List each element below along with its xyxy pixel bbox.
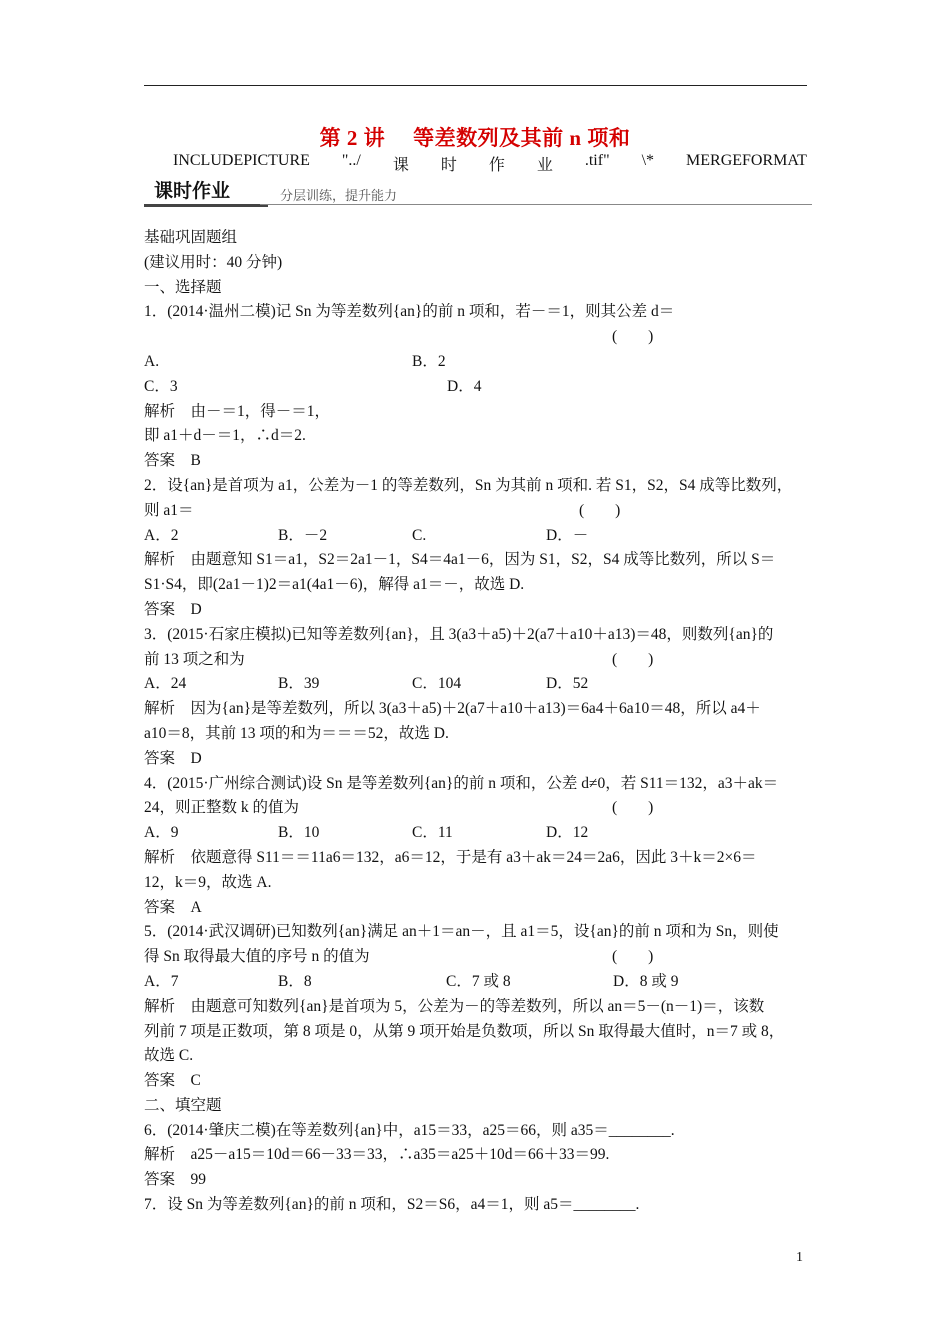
banner-rule <box>260 204 812 205</box>
question-stem <box>144 499 809 524</box>
page-number: 1 <box>796 1250 803 1265</box>
option-d: D．－ <box>546 526 589 544</box>
include-token: "../ <box>341 152 361 169</box>
include-token: .tif" <box>584 152 610 169</box>
include-picture-field <box>173 152 807 175</box>
option-b: B．39 <box>278 675 320 693</box>
option-c: C．11 <box>412 824 453 842</box>
question-stem-text: 得 Sn 取得最大值的序号 n 的值为 <box>144 948 370 966</box>
answer-line: 答案 D <box>144 600 202 618</box>
answer-line: 答案 99 <box>144 1171 207 1189</box>
include-token: \* <box>641 152 655 169</box>
answer-line: 答案 A <box>144 898 202 916</box>
lecture-number: 第 2 讲 <box>319 126 386 150</box>
page-title <box>0 122 950 152</box>
option-b: B．10 <box>278 824 320 842</box>
option-c: C．3 <box>144 377 178 395</box>
answer-line: 答案 C <box>144 1072 201 1090</box>
solution-line: 12，k＝9，故选 A. <box>144 873 272 891</box>
question-stem: 1．(2014·温州二模)记 Sn 为等差数列{an}的前 n 项和，若－＝1，则其公差 d＝ <box>144 303 675 321</box>
solution-line: 解析 依题意得 S11＝＝11a6＝132，a6＝12，于是有 a3＋ak＝24＝2a6，因此 3＋k＝2×6＝ <box>144 848 757 866</box>
answer-bracket-line <box>144 325 809 350</box>
option-c: C. <box>412 526 427 544</box>
section-heading: 一、选择题 <box>144 278 222 296</box>
option-d: D．12 <box>546 824 589 842</box>
question-stem-text: 24，则正整数 k 的值为 <box>144 799 300 817</box>
question-stem: 5．(2014·武汉调研)已知数列{an}满足 an＋1＝an－，且 a1＝5，设{an}的前 n 项和为 Sn，则使 <box>144 923 779 941</box>
solution-line: a10＝8，其前 13 项的和为＝＝＝52，故选 D. <box>144 724 449 742</box>
header-rule <box>144 85 807 86</box>
option-a: A．2 <box>144 526 179 544</box>
options-row <box>144 672 809 697</box>
question-stem <box>144 648 809 673</box>
option-b: B．2 <box>412 352 446 370</box>
options-row <box>144 821 809 846</box>
option-a: A. <box>144 352 160 370</box>
option-c: C．7 或 8 <box>446 972 511 990</box>
solution-line: 即 a1＋d－＝1，∴d＝2. <box>144 427 306 445</box>
suggested-time: (建议用时：40 分钟) <box>144 253 283 271</box>
option-b: B．8 <box>278 972 312 990</box>
include-token: MERGEFORMAT <box>686 152 807 169</box>
question-stem <box>144 796 809 821</box>
group-title: 基础巩固题组 <box>144 229 238 246</box>
answer-bracket: ( ) <box>612 799 654 817</box>
option-d: D．52 <box>546 675 589 693</box>
question-stem: 3．(2015·石家庄模拟)已知等差数列{an}，且 3(a3＋a5)＋2(a7＋a10＋a13)＝48，则数列{an}的 <box>144 625 774 643</box>
include-token: INCLUDEPICTURE <box>173 152 310 169</box>
include-token: 业 <box>536 157 553 174</box>
options-row <box>144 970 809 995</box>
question-stem: 4．(2015·广州综合测试)设 Sn 是等差数列{an}的前 n 项和，公差 d≠0，若 S11＝132，a3＋ak＝ <box>144 774 779 792</box>
question-stem: 7．设 Sn 为等差数列{an}的前 n 项和，S2＝S6，a4＝1，则 a5＝________. <box>144 1196 640 1214</box>
solution-line: 解析 由题意可知数列{an}是首项为 5，公差为－的等差数列，所以 an＝5－(n－1)＝，该数 <box>144 997 765 1015</box>
option-a: A．7 <box>144 972 179 990</box>
question-stem-text: 则 a1＝ <box>144 501 194 519</box>
exercise-content <box>144 226 809 1218</box>
solution-line: 解析 a25－a15＝10d＝66－33＝33，∴a35＝a25＋10d＝66＋33＝99. <box>144 1146 610 1164</box>
option-d: D．4 <box>447 377 482 395</box>
question-stem <box>144 945 809 970</box>
option-b: B．－2 <box>278 526 328 544</box>
question-stem: 2．设{an}是首项为 a1，公差为－1 的等差数列，Sn 为其前 n 项和. 若 S1，S2，S4 成等比数列， <box>144 476 793 494</box>
question-stem-text: 前 13 项之和为 <box>144 650 245 668</box>
banner-label: 课时作业 <box>144 178 268 207</box>
answer-bracket: ( ) <box>579 501 621 519</box>
solution-line: 故选 C. <box>144 1047 194 1065</box>
options-row <box>144 350 809 375</box>
option-d: D．8 或 9 <box>613 972 679 990</box>
banner-subtitle: 分层训练，提升能力 <box>280 189 398 204</box>
option-a: A．9 <box>144 824 179 842</box>
option-c: C．104 <box>412 675 462 693</box>
section-heading: 二、填空题 <box>144 1096 222 1114</box>
solution-line: 解析 由题意知 S1＝a1，S2＝2a1－1，S4＝4a1－6，因为 S1，S2，S4 成等比数列，所以 S＝ <box>144 551 776 569</box>
answer-bracket: ( ) <box>612 948 654 966</box>
lecture-topic: 等差数列及其前 n 项和 <box>413 126 631 150</box>
options-row <box>144 524 809 549</box>
answer-bracket: ( ) <box>612 650 654 668</box>
solution-line: 列前 7 项是正数项，第 8 项是 0，从第 9 项开始是负数项，所以 Sn 取得最大值时，n＝7 或 8， <box>144 1022 785 1040</box>
answer-line: 答案 B <box>144 452 201 470</box>
answer-bracket: ( ) <box>612 328 654 346</box>
homework-banner <box>144 178 812 208</box>
solution-line: 解析 由－＝1，得－＝1， <box>144 402 331 420</box>
options-row <box>144 375 809 400</box>
option-a: A．24 <box>144 675 187 693</box>
solution-line: 解析 因为{an}是等差数列，所以 3(a3＋a5)＋2(a7＋a10＋a13)＝6a4＋6a10＝48，所以 a4＋ <box>144 700 761 718</box>
answer-line: 答案 D <box>144 749 202 767</box>
include-token: 课 <box>392 157 409 174</box>
include-token: 时 <box>440 157 457 174</box>
include-token: 作 <box>488 157 505 174</box>
question-stem: 6．(2014·肇庆二模)在等差数列{an}中，a15＝33，a25＝66，则 a35＝________. <box>144 1121 675 1139</box>
solution-line: S1·S4，即(2a1－1)2＝a1(4a1－6)，解得 a1＝－，故选 D. <box>144 576 525 594</box>
